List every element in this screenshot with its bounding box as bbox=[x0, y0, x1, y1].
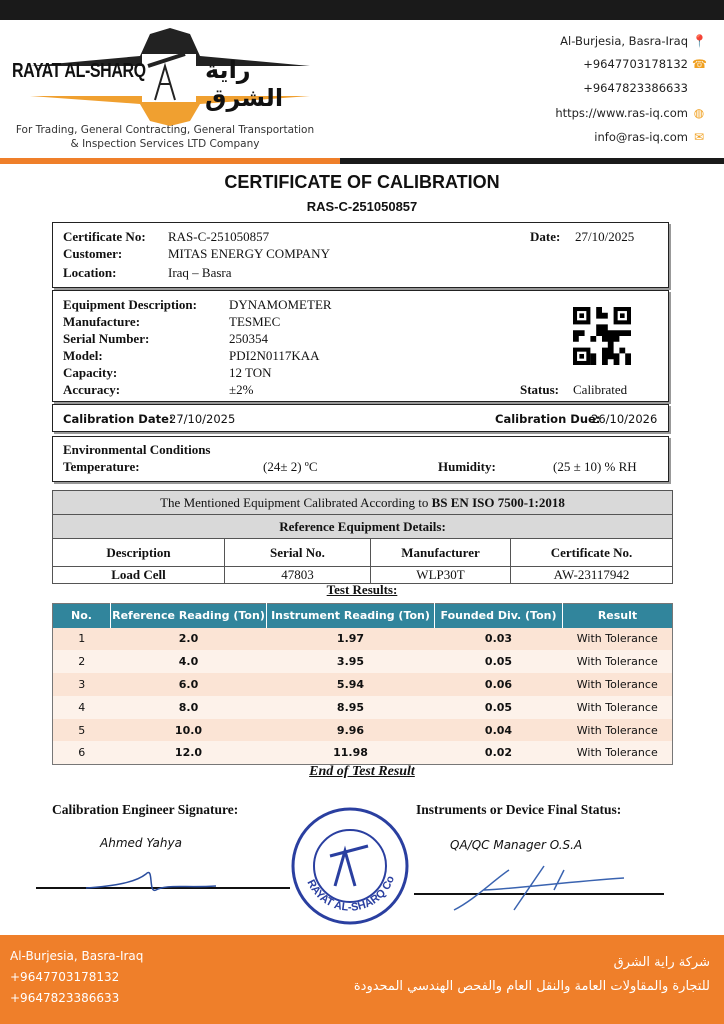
serial-label: Serial Number: bbox=[63, 331, 150, 346]
contact-phone1 bbox=[583, 57, 706, 71]
test-cell: With Tolerance bbox=[563, 628, 673, 651]
test-cell: 4 bbox=[53, 696, 111, 719]
ref-cell: 47803 bbox=[225, 567, 371, 584]
manufacture-value: TESMEC bbox=[229, 314, 281, 329]
test-row bbox=[53, 696, 673, 719]
standard-row bbox=[53, 491, 673, 515]
test-cell: 8.95 bbox=[267, 696, 435, 719]
humidity-label: Humidity: bbox=[438, 459, 496, 474]
test-cell: 3.95 bbox=[267, 650, 435, 673]
ref-cell: Load Cell bbox=[53, 567, 225, 584]
test-cell: 0.05 bbox=[435, 696, 563, 719]
end-of-test-result: End of Test Result bbox=[309, 764, 415, 779]
cert-no-value: RAS-C-251050857 bbox=[168, 229, 270, 244]
calibration-date-value: 27/10/2025 bbox=[169, 412, 236, 426]
certificate-title: CERTIFICATE OF CALIBRATION bbox=[224, 172, 500, 192]
col-reference: Reference Reading (Ton) bbox=[111, 604, 267, 628]
test-cell: With Tolerance bbox=[563, 673, 673, 696]
test-cell: 0.06 bbox=[435, 673, 563, 696]
test-results-heading: Test Results: bbox=[326, 582, 398, 597]
test-row bbox=[53, 719, 673, 742]
date-value: 27/10/2025 bbox=[575, 229, 635, 244]
test-cell: With Tolerance bbox=[563, 650, 673, 673]
test-row bbox=[53, 673, 673, 696]
test-cell: 9.96 bbox=[267, 719, 435, 742]
ref-cell: WLP30T bbox=[371, 567, 511, 584]
temperature-label: Temperature: bbox=[63, 459, 140, 474]
location-pin-icon: 📍 bbox=[692, 34, 707, 48]
calibration-due-value: 26/10/2026 bbox=[591, 412, 658, 426]
test-cell: 1 bbox=[53, 628, 111, 651]
test-cell: With Tolerance bbox=[563, 741, 673, 764]
divider-dark bbox=[340, 158, 724, 164]
test-cell: 11.98 bbox=[267, 741, 435, 764]
col-result: Result bbox=[563, 604, 673, 628]
company-logo bbox=[10, 26, 330, 126]
test-cell: 0.02 bbox=[435, 741, 563, 764]
equipment-desc-value: DYNAMOMETER bbox=[229, 297, 332, 312]
test-cell: 0.05 bbox=[435, 650, 563, 673]
equipment-box bbox=[52, 290, 669, 402]
ref-col-description: Description bbox=[53, 539, 225, 567]
ref-col-certificate: Certificate No. bbox=[511, 539, 673, 567]
test-cell: 1.97 bbox=[267, 628, 435, 651]
test-cell: 8.0 bbox=[111, 696, 267, 719]
test-cell: With Tolerance bbox=[563, 696, 673, 719]
status-label: Status: bbox=[520, 382, 560, 397]
col-no: No. bbox=[53, 604, 111, 628]
qr-code-icon bbox=[573, 307, 631, 365]
test-results-table bbox=[52, 603, 673, 765]
address-text: Al-Burjesia, Basra-Iraq bbox=[560, 34, 688, 48]
accuracy-value: ±2% bbox=[229, 382, 254, 397]
date-label: Date: bbox=[530, 229, 561, 244]
certificate-info-box bbox=[52, 222, 669, 288]
cert-no-label: Certificate No: bbox=[63, 229, 146, 244]
contact-website[interactable] bbox=[555, 106, 706, 120]
divider-orange bbox=[0, 158, 340, 164]
model-value: PDI2N0117KAA bbox=[229, 348, 320, 363]
test-cell: 3 bbox=[53, 673, 111, 696]
calibration-due-label: Calibration Due: bbox=[495, 412, 601, 426]
test-cell: 0.03 bbox=[435, 628, 563, 651]
accuracy-label: Accuracy: bbox=[63, 382, 121, 397]
environment-box bbox=[52, 436, 669, 482]
company-stamp bbox=[290, 806, 410, 926]
website-link[interactable]: https://www.ras-iq.com bbox=[555, 106, 688, 120]
phone1-text: +9647703178132 bbox=[583, 57, 688, 71]
test-cell: 4.0 bbox=[111, 650, 267, 673]
reference-heading: Reference Equipment Details: bbox=[53, 515, 673, 539]
standard-value: BS EN ISO 7500-1:2018 bbox=[431, 494, 565, 510]
manager-name: QA/QC Manager O.S.A bbox=[450, 838, 583, 852]
test-cell: 12.0 bbox=[111, 741, 267, 764]
globe-icon: ◍ bbox=[693, 106, 705, 120]
test-cell: 6 bbox=[53, 741, 111, 764]
footer-arabic-desc: للتجارة والمقاولات العامة والنقل العام والفحص الهندسي المحدودة bbox=[353, 979, 710, 994]
footer-phone1: +9647703178132 bbox=[10, 970, 120, 984]
contact-phone2 bbox=[583, 81, 688, 95]
footer-address: Al-Burjesia, Basra-Iraq bbox=[10, 949, 144, 963]
standard-prefix: The Mentioned Equipment Calibrated According to bbox=[160, 494, 429, 510]
final-status-heading: Instruments or Device Final Status: bbox=[416, 802, 622, 817]
certificate-number-heading: RAS-C-251050857 bbox=[306, 199, 418, 214]
customer-label: Customer: bbox=[63, 246, 123, 261]
footer-phone2: +9647823386633 bbox=[10, 991, 120, 1005]
tagline-line1: For Trading, General Contracting, General Transportation bbox=[15, 124, 315, 136]
test-row bbox=[53, 628, 673, 651]
contact-address bbox=[560, 34, 706, 48]
email-link[interactable]: info@ras-iq.com bbox=[594, 130, 688, 144]
reference-equipment-table bbox=[52, 490, 673, 584]
location-value: Iraq – Basra bbox=[168, 265, 232, 280]
logo-text-en: RAYAT AL-SHARQ bbox=[12, 60, 146, 82]
col-instrument: Instrument Reading (Ton) bbox=[267, 604, 435, 628]
contact-email[interactable] bbox=[594, 130, 706, 144]
test-cell: With Tolerance bbox=[563, 719, 673, 742]
capacity-label: Capacity: bbox=[63, 365, 118, 380]
engineer-signature-heading: Calibration Engineer Signature: bbox=[52, 802, 239, 817]
humidity-value: (25 ± 10) % RH bbox=[553, 459, 637, 474]
test-row bbox=[53, 741, 673, 764]
top-bar bbox=[0, 0, 724, 20]
serial-value: 250354 bbox=[229, 331, 268, 346]
footer-arabic-name: شركة راية الشرق bbox=[613, 955, 710, 970]
phone2-text: +9647823386633 bbox=[583, 81, 688, 95]
model-label: Model: bbox=[63, 348, 103, 363]
status-value: Calibrated bbox=[573, 382, 628, 397]
telephone-icon: ☎ bbox=[692, 57, 707, 71]
manager-signature bbox=[414, 860, 664, 920]
capacity-value: 12 TON bbox=[229, 365, 272, 380]
test-cell: 10.0 bbox=[111, 719, 267, 742]
ref-cell: AW-23117942 bbox=[511, 567, 673, 584]
location-label: Location: bbox=[63, 265, 117, 280]
test-cell: 2.0 bbox=[111, 628, 267, 651]
environment-heading: Environmental Conditions bbox=[63, 442, 211, 457]
tagline-line2: & Inspection Services LTD Company bbox=[70, 138, 260, 150]
engineer-name: Ahmed Yahya bbox=[100, 836, 182, 850]
calibration-date-label: Calibration Date: bbox=[63, 412, 174, 426]
calibration-dates-box bbox=[52, 404, 669, 432]
footer bbox=[0, 935, 724, 1024]
test-cell: 5 bbox=[53, 719, 111, 742]
logo-text-ar: راية الشرق bbox=[205, 56, 284, 112]
test-cell: 6.0 bbox=[111, 673, 267, 696]
envelope-icon: ✉ bbox=[693, 130, 705, 144]
col-div: Founded Div. (Ton) bbox=[435, 604, 563, 628]
ref-col-manufacturer: Manufacturer bbox=[371, 539, 511, 567]
equipment-desc-label: Equipment Description: bbox=[63, 297, 197, 312]
temperature-value: (24± 2) ºC bbox=[263, 459, 318, 474]
test-row bbox=[53, 650, 673, 673]
test-cell: 5.94 bbox=[267, 673, 435, 696]
test-cell: 2 bbox=[53, 650, 111, 673]
ref-col-serial: Serial No. bbox=[225, 539, 371, 567]
customer-value: MITAS ENERGY COMPANY bbox=[168, 246, 330, 261]
reference-row bbox=[53, 567, 673, 584]
manufacture-label: Manufacture: bbox=[63, 314, 141, 329]
stamp-text: RAYAT AL-SHARQ Co bbox=[304, 874, 398, 914]
test-cell: 0.04 bbox=[435, 719, 563, 742]
engineer-signature bbox=[36, 860, 290, 900]
